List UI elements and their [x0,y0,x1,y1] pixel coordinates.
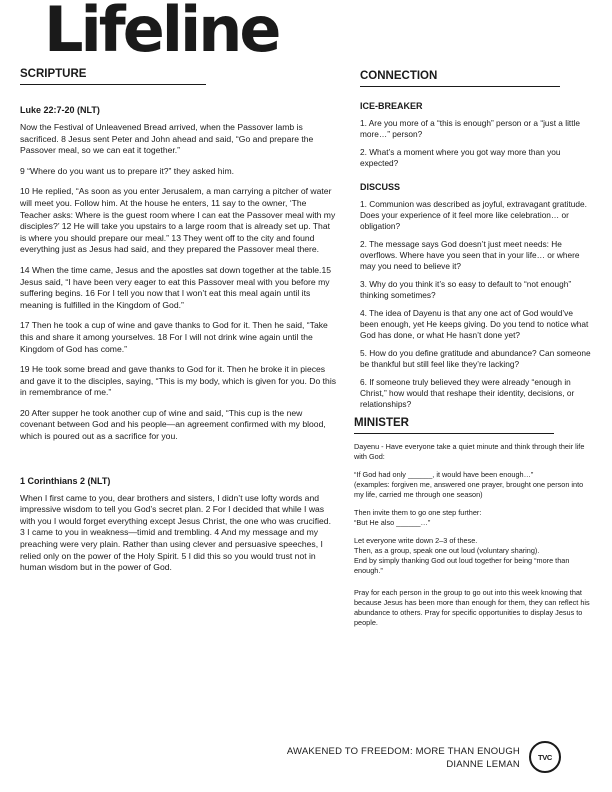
series-title: AWAKENED TO FREEDOM: MORE THAN ENOUGH [286,746,520,757]
corinthians-paragraph: When I first came to you, dear brothers and sisters, I didn’t use lofty words and impressive wisdom to tell you God’s secret plan. 2 For I decided that while I was with you I would forget everything except Jesus Christ, the one who was crucified. 3 I came to you in weakness—timid and trembling. 4 And my message and my preaching were very plain. Rather than using clever and persuasive speeches, I relied only on the power of the Holy Spirit. 5 I did this so you would trust not in human wisdom but in the power of God. [20,492,331,573]
author-name: DIANNE LEMAN [446,759,520,770]
discuss-question: 2. The message says God doesn’t just meet needs: He overflows. Where have you seen that in your life… or where may you need to believe it? [360,239,580,271]
luke-reference: Luke 22:7-20 (NLT) [20,105,100,115]
minister-prayer: Pray for each person in the group to go out into this week knowing that because Jesus has been more than enough for them, they can reflect his abundance to others. Pray for specific opportunities to display Jesus to people. [354,588,590,627]
minister-heading: MINISTER [354,417,554,434]
minister-section [354,417,592,628]
luke-paragraph: 19 He took some bread and gave thanks to God for it. Then he broke it in pieces and gave it to the disciples, saying, “This is my body, which is given for you. Do this in remembrance of me.” [20,364,337,398]
luke-paragraph: 10 He replied, “As soon as you enter Jerusalem, a man carrying a pitcher of water will meet you. Follow him. At the house he enters, 11 say to the owner, ‘The Teacher asks: Where is the guest room where I can eat the Passover meal with my disciples?’ 12 He will take you upstairs to a large room that is already set up. That is where you should prepare our meal.” 13 They went off to the city and found everything just as Jesus had said, and they prepared the Passover meal there. [20,186,336,255]
discuss-question: 4. The idea of Dayenu is that any one act of God would’ve been enough, yet He keeps giving. Do you tend to notice what God has done, or what He hasn’t done yet? [360,308,589,340]
logo-text: TVC [537,752,553,762]
scripture-section [20,68,338,583]
discuss-question: 3. Why do you think it’s so easy to default to “not enough” thinking sometimes? [360,279,572,300]
icebreaker-heading: ICE-BREAKER [360,101,423,111]
discuss-heading: DISCUSS [360,182,401,192]
minister-prompt: “But He also ______…” [354,518,431,527]
minister-further: Then invite them to go one step further: [354,508,482,517]
luke-paragraph: Now the Festival of Unleavened Bread arrived, when the Passover lamb is sacrificed. 8 Jesus sent Peter and John ahead and said, “Go and prepare the Passover meal, so we can eat it together.” [20,122,314,156]
footer [262,745,520,771]
minister-instructions [354,536,592,576]
discuss-question: 6. If someone truly believed they were already “enough in Christ,” how would that reshape their identity, decisions, or relationships? [360,377,575,409]
minister-prompt-block [354,470,592,500]
minister-share: Then, as a group, speak one out loud (voluntary sharing). [354,546,540,555]
connection-heading: CONNECTION [360,70,560,87]
luke-paragraph: 17 Then he took a cup of wine and gave thanks to God for it. Then he said, “Take this and share it among yourselves. 18 For I will not drink wine again until the Kingdom of God has come.” [20,320,328,354]
minister-prompt: “If God had only ______, it would have been enough…” [354,470,534,479]
page-title: Lifeline [44,0,279,66]
minister-write: Let everyone write down 2–3 of these. [354,536,478,545]
luke-paragraph: 20 After supper he took another cup of wine and said, “This cup is the new covenant between God and his people—an agreement confirmed with my blood, which is poured out as a sacrifice for you. [20,407,326,442]
icebreaker-question: 2. What’s a moment where you got way more than you expected? [360,147,561,168]
minister-intro: Dayenu - Have everyone take a quiet minute and think through their life with God: [354,442,585,461]
connection-section [354,70,592,636]
corinthians-reference: 1 Corinthians 2 (NLT) [20,475,111,486]
scripture-heading: SCRIPTURE [20,68,206,85]
minister-examples: (examples: forgiven me, answered one prayer, brought one person into my life, carried me through one season) [354,480,584,499]
minister-end: End by simply thanking God out loud together for being “more than enough.” [354,556,570,575]
discuss-question: 5. How do you define gratitude and abundance? Can someone be thankful but still feel like they’re lacking? [360,348,591,369]
minister-further-block [354,508,592,528]
discuss-question: 1. Communion was described as joyful, extravagant gratitude. Does your experience of it feel more like celebration… or obligation? [360,199,587,231]
tvc-logo [529,741,561,773]
luke-paragraph: 9 “Where do you want us to prepare it?” they asked him. [20,165,234,176]
icebreaker-question: 1. Are you more of a “this is enough” person or a “just a little more…” person? [360,118,580,139]
luke-paragraph: 14 When the time came, Jesus and the apostles sat down together at the table.15 Jesus said, “I have been very eager to eat this Passover meal with you before my suffering begins. 16 For I tell you now that I won’t eat this meal again until its meaning is fulfilled in the Kingdom of God.” [20,264,331,310]
